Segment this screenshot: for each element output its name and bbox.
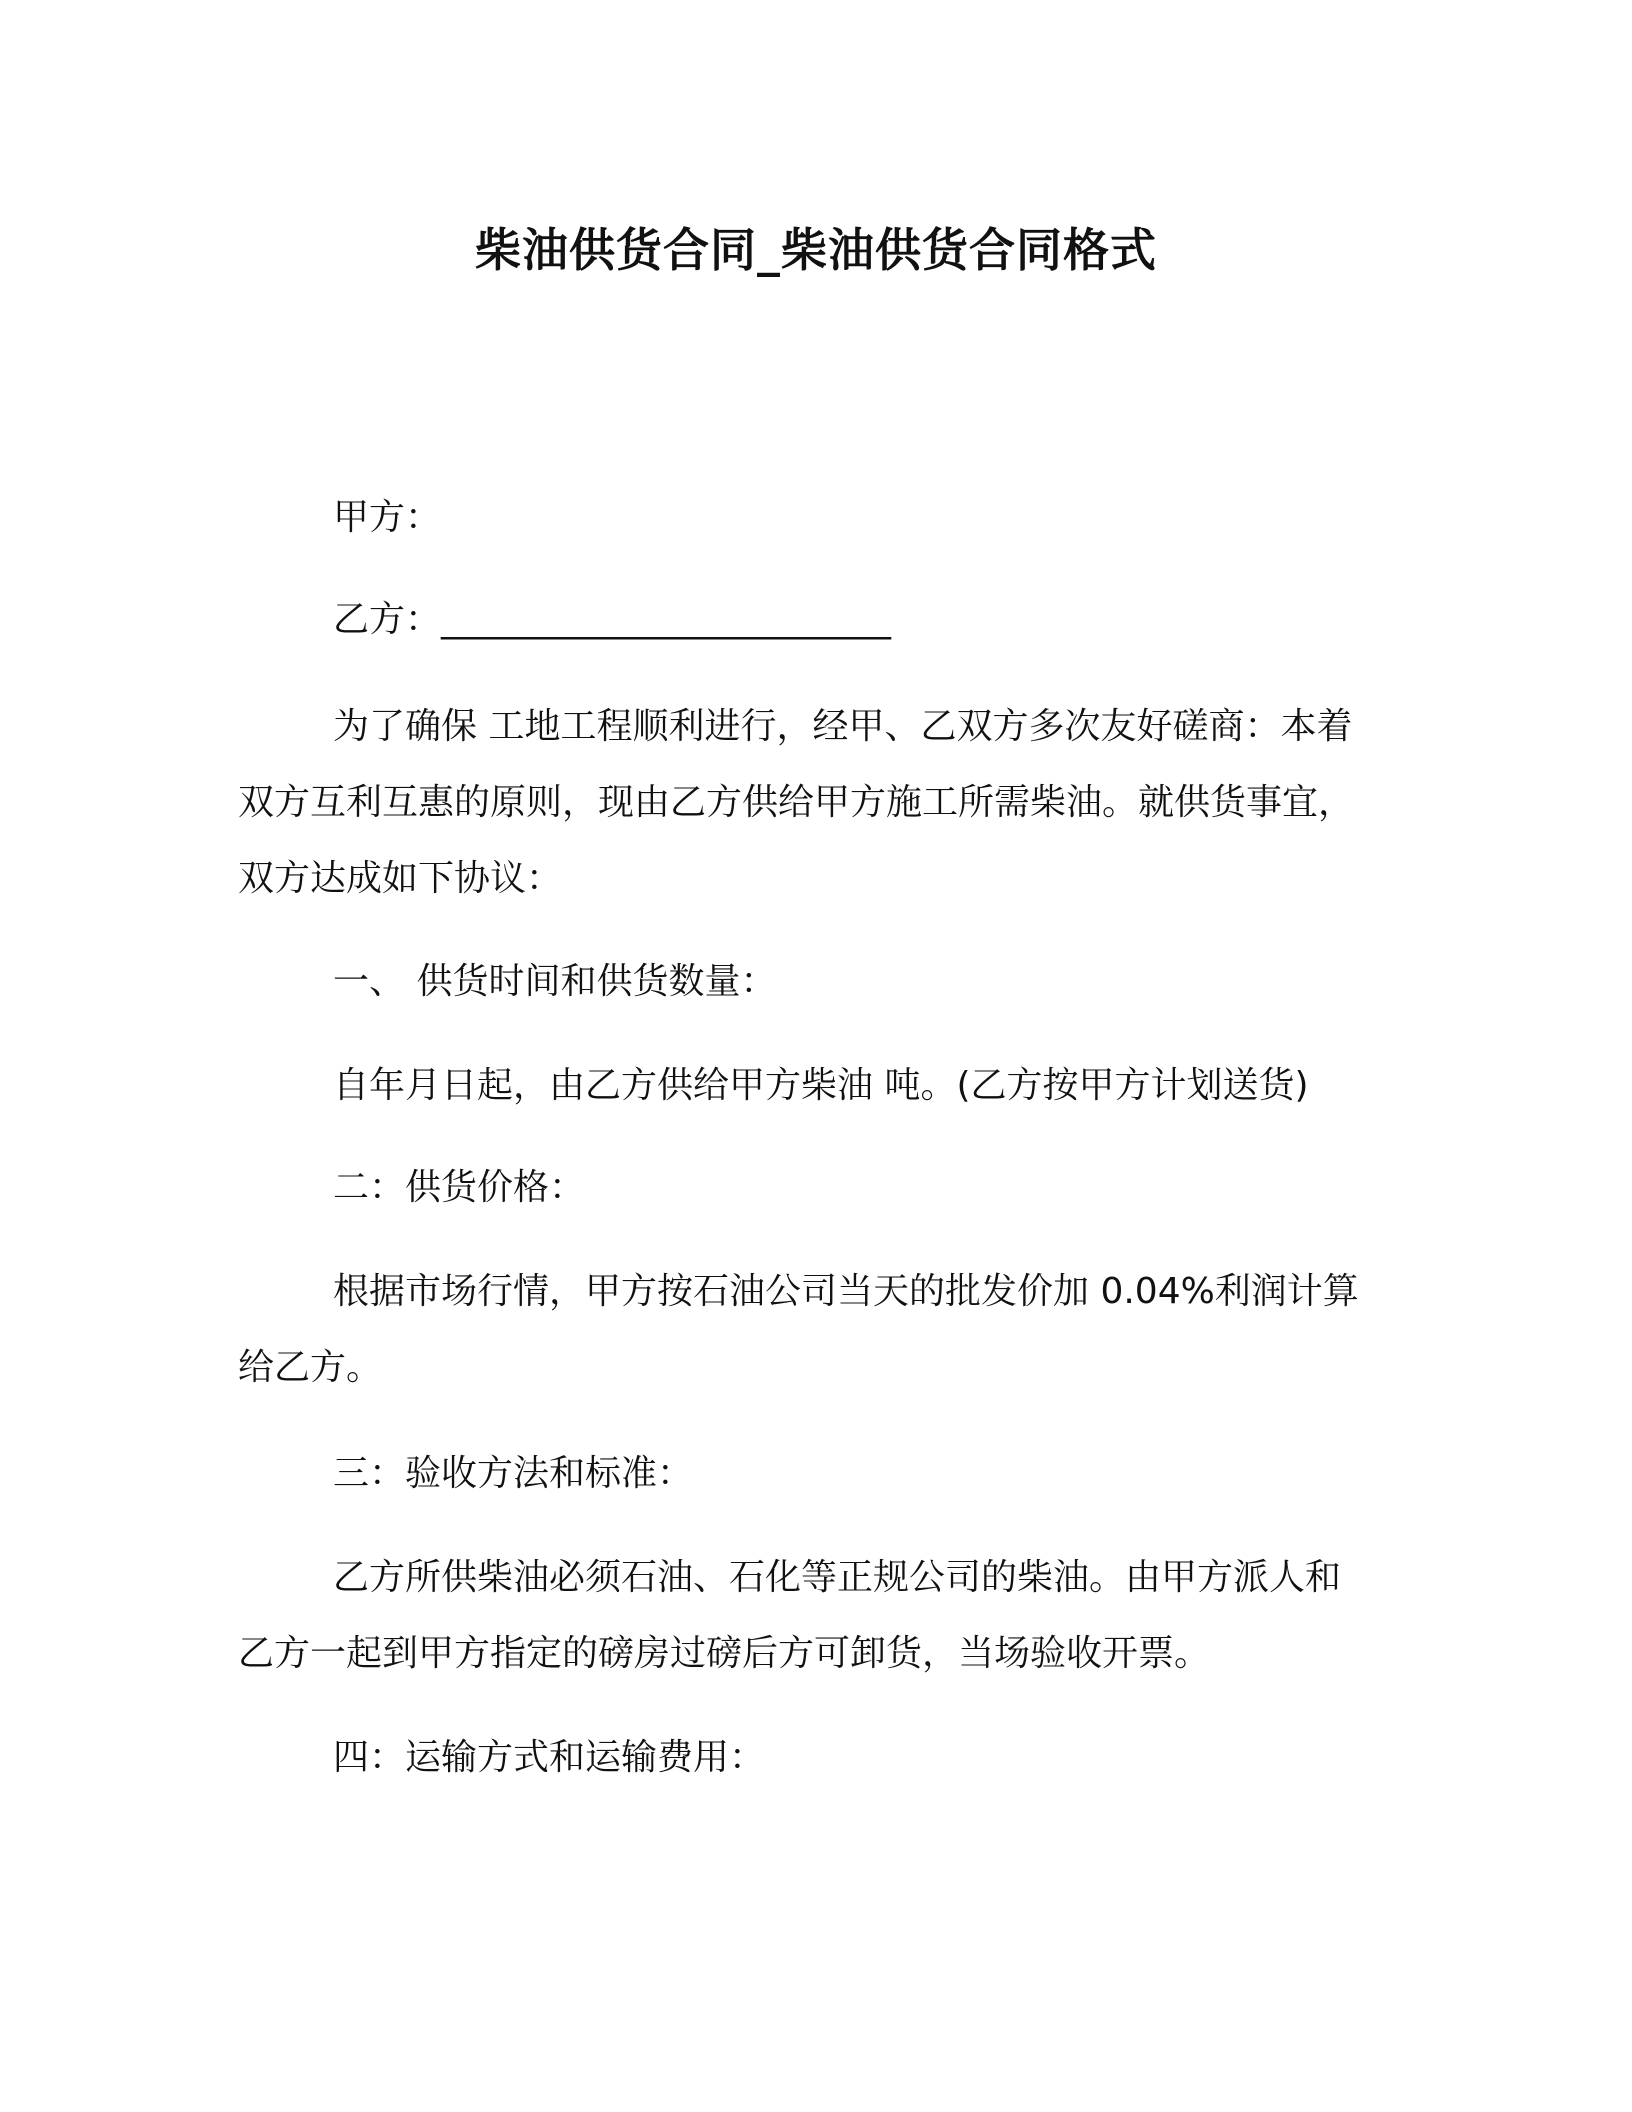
section-2-body-line-2: 给乙方。 — [238, 1347, 383, 1388]
section-4-heading: 四：运输方式和运输费用： — [333, 1737, 766, 1778]
section-3-body-line-2: 乙方一起到甲方指定的磅房过磅后方可卸货，当场验收开票。 — [238, 1633, 1211, 1674]
section-3-heading: 三：验收方法和标准： — [333, 1453, 694, 1494]
party-a-line: 甲方： — [333, 497, 442, 538]
document-title: 柴油供货合同_柴油供货合同格式 — [475, 223, 1157, 277]
intro-paragraph-line-3: 双方达成如下协议： — [238, 858, 563, 899]
intro-paragraph-line-1: 为了确保 工地工程顺利进行，经甲、乙双方多次友好磋商：本着 — [333, 706, 1353, 747]
intro-paragraph-line-2: 双方互利互惠的原则，现由乙方供给甲方施工所需柴油。就供货事宜， — [238, 782, 1355, 823]
section-2-heading: 二：供货价格： — [333, 1167, 586, 1208]
party-b-line: 乙方：_________________________ — [333, 599, 892, 640]
section-2-body-line-1: 根据市场行情，甲方按石油公司当天的批发价加 0.04%利润计算 — [333, 1271, 1359, 1312]
section-1-heading: 一、 供货时间和供货数量： — [333, 961, 777, 1002]
section-1-body: 自年月日起，由乙方供给甲方柴油 吨。(乙方按甲方计划送货) — [333, 1065, 1309, 1106]
section-3-body-line-1: 乙方所供柴油必须石油、石化等正规公司的柴油。由甲方派人和 — [333, 1557, 1342, 1598]
